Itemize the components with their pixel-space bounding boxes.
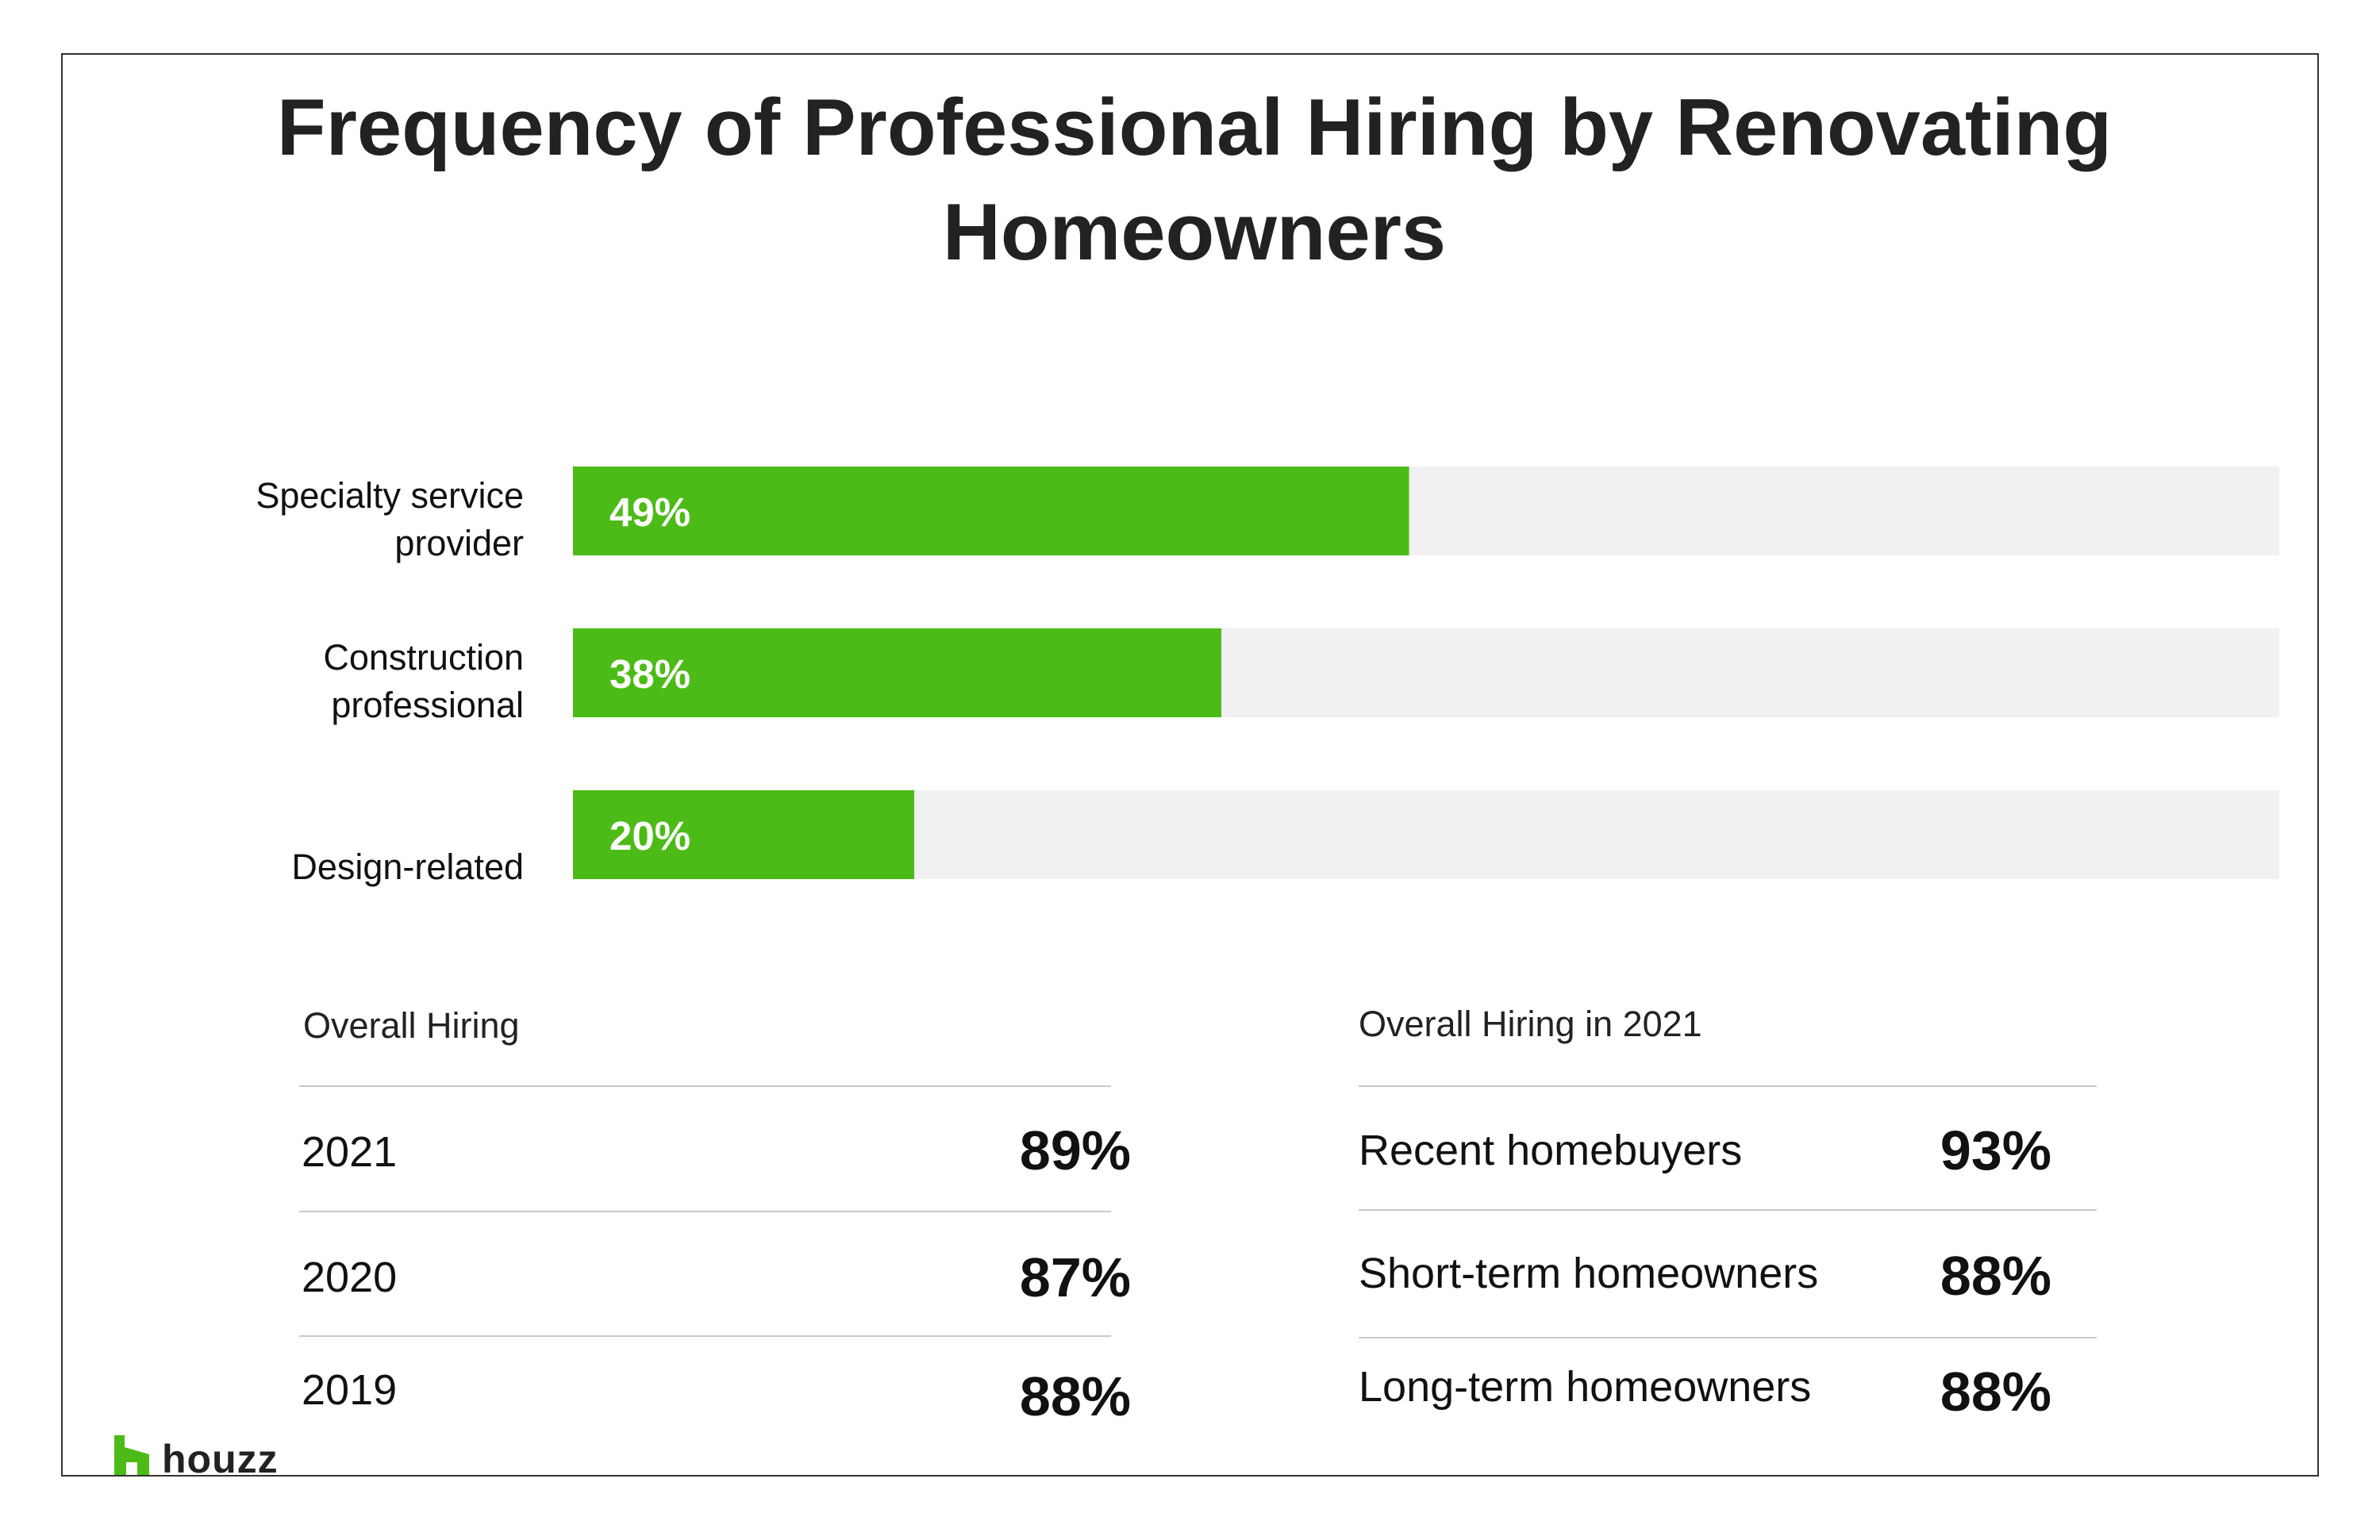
bar-category-label: provider — [394, 523, 524, 563]
overall-hiring-2021-rule-2 — [1359, 1337, 2097, 1338]
overall-hiring-2021-title: Overall Hiring in 2021 — [1359, 1004, 1702, 1044]
houzz-wordmark: houzz — [162, 1437, 279, 1481]
overall-hiring-row-label: 2020 — [302, 1254, 398, 1301]
overall-hiring-2021-row-label: Short-term homeowners — [1359, 1250, 1819, 1297]
overall-hiring-2021-row-label: Long-term homeowners — [1359, 1363, 1812, 1411]
overall-hiring-row-value: 89% — [1019, 1119, 1131, 1181]
bar-value-label: 20% — [609, 813, 691, 858]
chart-title-line-2: Homeowners — [942, 188, 1447, 277]
overall-hiring-2021-row-label: Recent homebuyers — [1359, 1127, 1743, 1174]
overall-hiring-2021-rule-0 — [1359, 1085, 2097, 1087]
overall-hiring-rule-0 — [299, 1085, 1111, 1087]
overall-hiring-2021-row-value: 93% — [1940, 1119, 2051, 1181]
overall-hiring-rule-1 — [299, 1211, 1111, 1212]
houzz-logo-icon — [114, 1435, 149, 1475]
bar-category-label: Design-related — [291, 847, 524, 887]
overall-hiring-2021-row-value: 88% — [1940, 1361, 2051, 1423]
bar-category-label: Construction — [323, 637, 524, 678]
overall-hiring-row-label: 2019 — [302, 1366, 398, 1414]
overall-hiring-2021-rule-1 — [1359, 1209, 2097, 1211]
chart-title-line-1: Frequency of Professional Hiring by Renovating — [276, 83, 2113, 172]
bar-category-label: Specialty service — [256, 475, 524, 516]
bar-row — [323, 628, 2279, 725]
overall-hiring-title: Overall Hiring — [303, 1005, 520, 1046]
bar-value-label: 49% — [609, 490, 691, 535]
overall-hiring-2021-row-value: 88% — [1940, 1245, 2051, 1307]
bar-category-label: professional — [331, 685, 524, 725]
bar — [573, 467, 1409, 555]
overall-hiring-row-value: 88% — [1019, 1365, 1131, 1427]
bar-row — [256, 467, 2279, 563]
bar-row — [291, 790, 2279, 887]
overall-hiring-row-label: 2021 — [302, 1128, 398, 1176]
overall-hiring-row-value: 87% — [1019, 1246, 1131, 1308]
overall-hiring-rule-2 — [299, 1335, 1111, 1337]
bar-value-label: 38% — [609, 651, 691, 697]
